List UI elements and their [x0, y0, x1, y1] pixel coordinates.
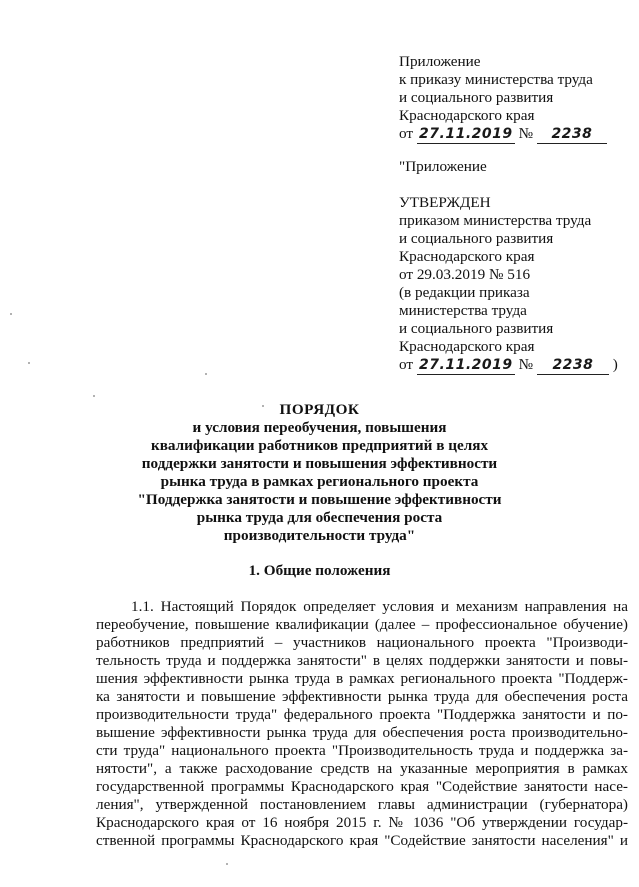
title-line: производительности труда": [223, 527, 416, 544]
paragraph-line: 1.1. Настоящий Порядок определяет условия и механизм направления на: [131, 598, 628, 615]
approved-line-3: Краснодарского края: [399, 248, 535, 265]
annex-number-handwritten: 2238: [551, 126, 593, 142]
scan-speck: [262, 405, 264, 407]
paragraph-line: тельность труда и поддержка занятости" в целях поддержки занятости и повы-: [96, 652, 628, 669]
approved-number-sign: №: [518, 356, 534, 373]
approved-line-5: (в редакции приказа: [399, 284, 530, 301]
paragraph-line: нятости", а также расходование средств на указанные мероприятия в рамках: [96, 760, 628, 777]
approved-date-field: [417, 356, 515, 375]
title-line: поддержки занятости и повышения эффективности: [141, 455, 498, 472]
approved-date-prefix: от: [399, 356, 414, 373]
title-line: рынка труда в рамках регионального проекта: [160, 473, 479, 490]
approved-line-8: Краснодарского края: [399, 338, 535, 355]
paragraph-line: шения эффективности рынка труда в рамках регионального проекта "Поддерж-: [96, 670, 628, 687]
paragraph-line: ственной программы Краснодарского края "Содействие занятости населения" и: [96, 832, 628, 849]
scan-speck: [205, 373, 207, 375]
approved-number-handwritten: 2238: [552, 357, 594, 373]
paragraph-line: ка занятости и повышение эффективности рынка труда для обеспечения роста: [96, 688, 628, 705]
annex-number-field: [537, 125, 607, 144]
annex-line-4: Краснодарского края: [399, 107, 535, 124]
approved-date-line: [399, 356, 618, 375]
approved-line-2: и социального развития: [399, 230, 554, 247]
scan-speck: [226, 863, 228, 865]
section-heading: 1. Общие положения: [248, 562, 391, 579]
paragraph-line: работников предприятий – участников национального проекта "Производи-: [96, 634, 628, 651]
approved-number-field: [537, 356, 609, 375]
approved-line-6: министерства труда: [399, 302, 527, 319]
scan-speck: [93, 395, 95, 397]
paragraph-line: ления", утвержденной постановлением главы администрации (губернатора): [96, 796, 628, 813]
paragraph-line: производительности труда" федерального проекта "Поддержка занятости и по-: [96, 706, 628, 723]
approved-close-paren: ): [612, 356, 618, 373]
annex-date-line: [399, 125, 607, 144]
approved-date-handwritten: 27.11.2019: [419, 357, 513, 373]
annex-line-1: Приложение: [399, 53, 481, 70]
annex-date-field: [417, 125, 515, 144]
paragraph-line: сти труда" национального проекта "Производительность труда и поддержка за-: [96, 742, 628, 759]
annex-date-handwritten: 27.11.2019: [419, 126, 513, 142]
approved-line-4: от 29.03.2019 № 516: [399, 266, 531, 283]
approved-quote-line: "Приложение: [399, 158, 487, 175]
annex-line-3: и социального развития: [399, 89, 554, 106]
scan-speck: [10, 313, 12, 315]
annex-date-prefix: от: [399, 125, 414, 142]
paragraph-line: вышение эффективности рынка труда для обеспечения роста производительно-: [96, 724, 628, 741]
paragraph-line: Краснодарского края от 16 ноября 2015 г. № 1036 "Об утверждении государ-: [96, 814, 628, 831]
paragraph-line: переобучение, повышение квалификации (далее – профессиональное обучение): [96, 616, 628, 633]
title-line: ПОРЯДОК: [279, 401, 360, 418]
scan-speck: [28, 362, 30, 364]
annex-line-2: к приказу министерства труда: [399, 71, 593, 88]
annex-number-sign: №: [518, 125, 534, 142]
approved-line-1: приказом министерства труда: [399, 212, 592, 229]
approved-heading: УТВЕРЖДЕН: [399, 194, 491, 211]
paragraph-line: государственной программы Краснодарского края "Содействие занятости насе-: [96, 778, 628, 795]
approved-line-7: и социального развития: [399, 320, 554, 337]
title-line: рынка труда для обеспечения роста: [196, 509, 443, 526]
title-line: "Поддержка занятости и повышение эффективности: [137, 491, 502, 508]
title-line: квалификации работников предприятий в целях: [150, 437, 489, 454]
title-line: и условия переобучения, повышения: [192, 419, 447, 436]
